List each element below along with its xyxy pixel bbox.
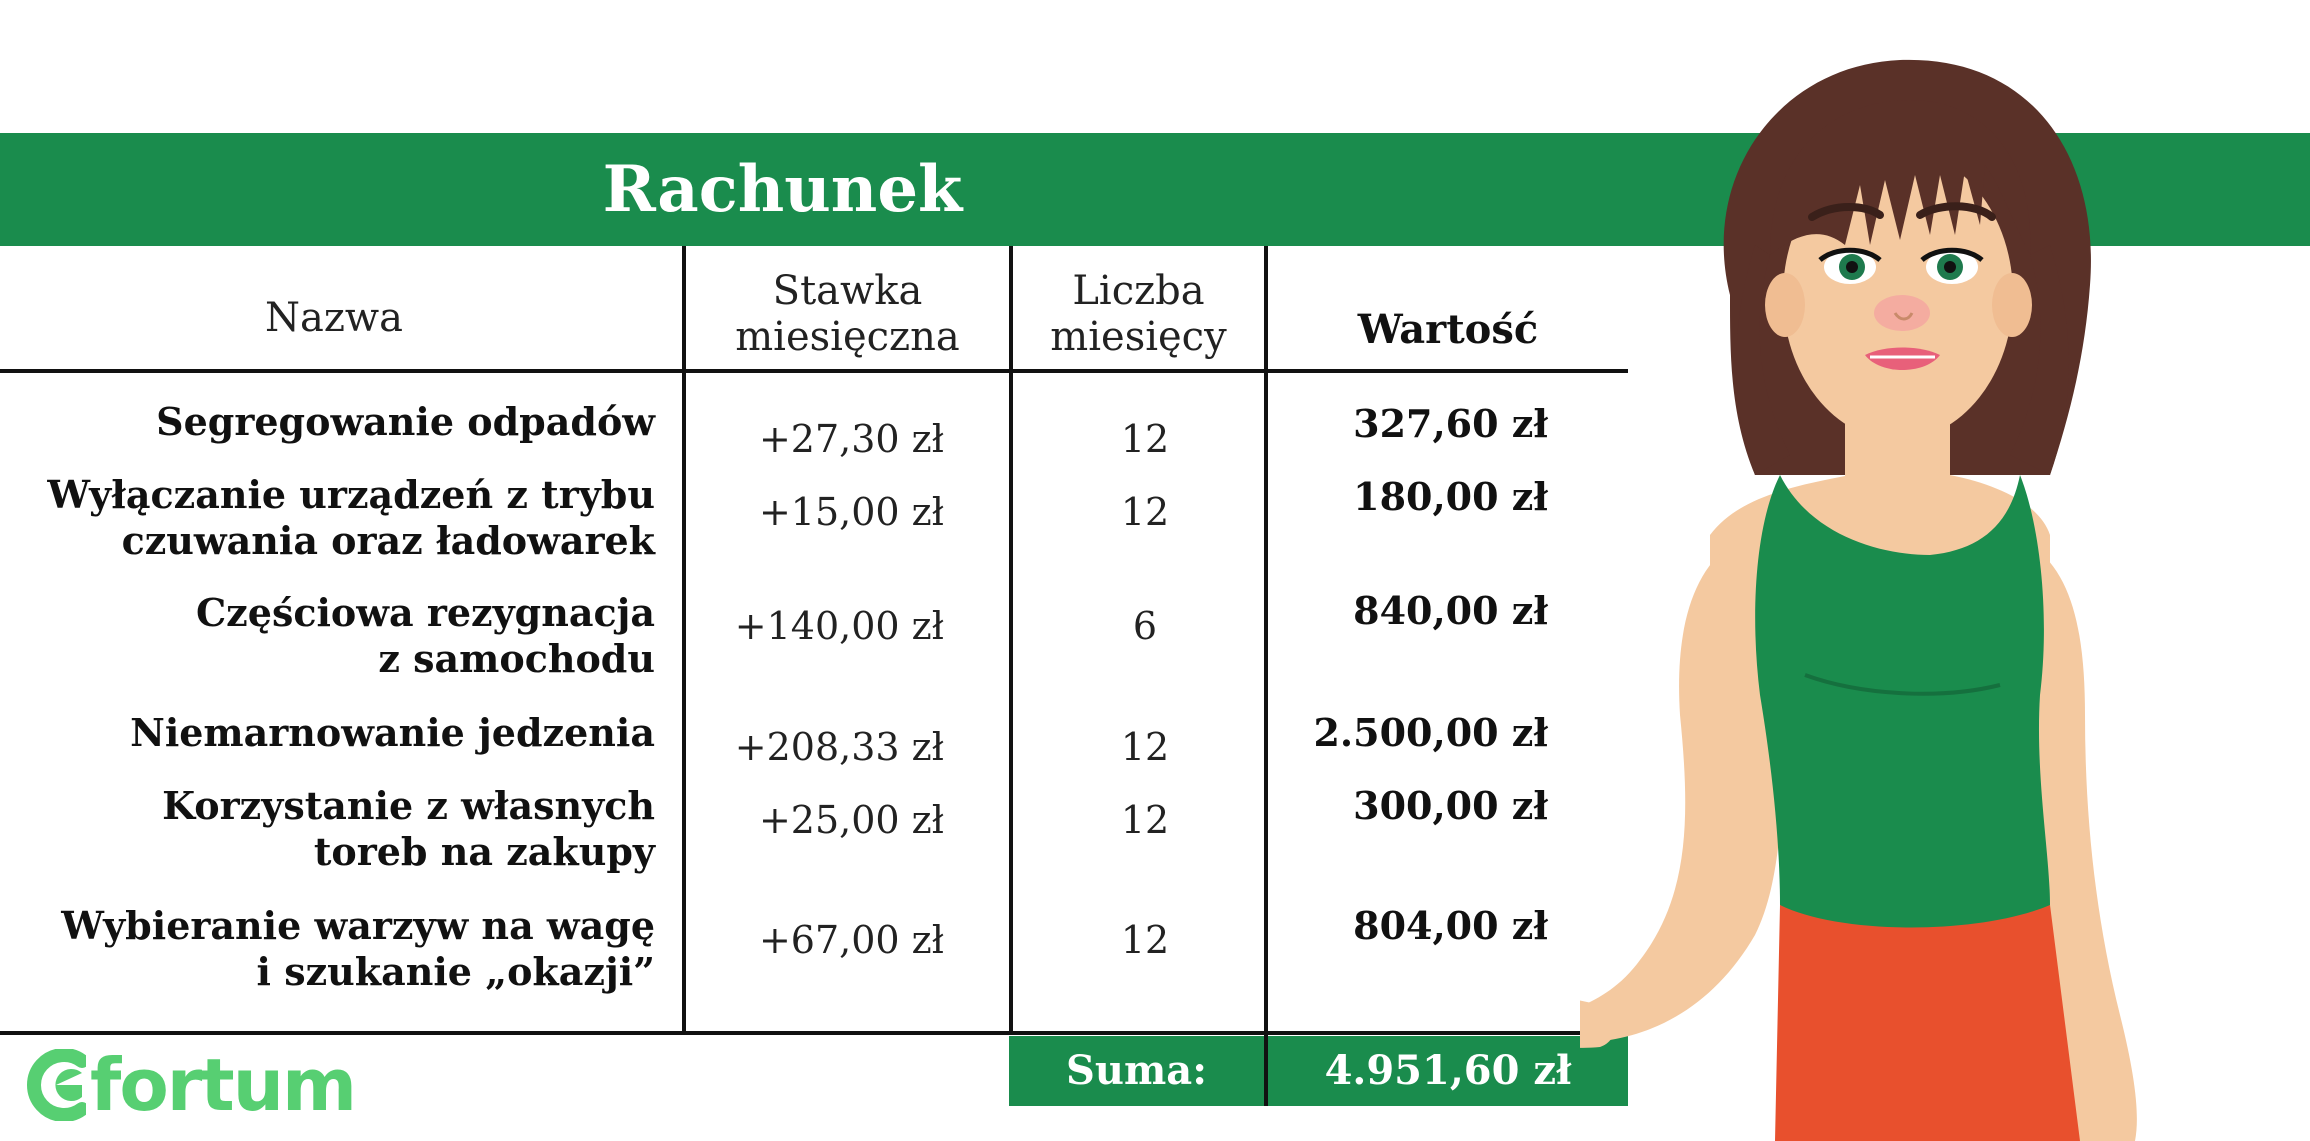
row-name: Korzystanie z własnych toreb na zakupy xyxy=(162,783,655,874)
row-value: 327,60 zł xyxy=(1353,401,1548,446)
row-value: 300,00 zł xyxy=(1353,783,1548,828)
total-value: 4.951,60 zł xyxy=(1268,1036,1628,1106)
row-name: Niemarnowanie jedzenia xyxy=(130,710,655,755)
row-rate: +208,33 zł xyxy=(734,725,944,769)
row-value: 804,00 zł xyxy=(1353,903,1548,948)
row-rate: +15,00 zł xyxy=(758,490,944,534)
logo-text: fortum xyxy=(90,1043,355,1127)
row-rate: +27,30 zł xyxy=(758,417,944,461)
header-rate: Stawka miesięczna xyxy=(735,268,960,360)
row-months: 12 xyxy=(1120,798,1170,842)
row-name: Wyłączanie urządzeń z trybu czuwania oraz ładowarek xyxy=(47,472,655,563)
table-bottom-line xyxy=(0,1031,1610,1035)
row-months: 12 xyxy=(1120,490,1170,534)
header-value: Wartość xyxy=(1357,306,1539,353)
row-months: 6 xyxy=(1132,604,1158,648)
row-rate: +67,00 zł xyxy=(758,918,944,962)
total-label: Suma: xyxy=(1009,1036,1264,1106)
woman-pointing-illustration xyxy=(1580,55,2310,1141)
row-rate: +25,00 zł xyxy=(758,798,944,842)
row-months: 12 xyxy=(1120,918,1170,962)
row-name: Wybieranie warzyw na wagę i szukanie „okazji” xyxy=(61,903,655,994)
row-value: 2.500,00 zł xyxy=(1313,710,1548,755)
row-value: 840,00 zł xyxy=(1353,588,1548,633)
row-value: 180,00 zł xyxy=(1353,474,1548,519)
header-months: Liczba miesięcy xyxy=(1050,268,1227,360)
row-name: Częściowa rezygnacja z samochodu xyxy=(195,590,655,681)
header-divider xyxy=(0,369,1628,373)
row-months: 12 xyxy=(1120,725,1170,769)
page-title: Rachunek xyxy=(602,152,963,227)
column-divider xyxy=(1009,246,1013,1031)
row-name: Segregowanie odpadów xyxy=(156,399,655,444)
column-divider xyxy=(1264,246,1268,1106)
row-months: 12 xyxy=(1120,417,1170,461)
fortum-logo xyxy=(22,1045,355,1125)
fortum-logo-icon xyxy=(22,1049,86,1121)
row-rate: +140,00 zł xyxy=(734,604,944,648)
header-name: Nazwa xyxy=(264,295,403,341)
